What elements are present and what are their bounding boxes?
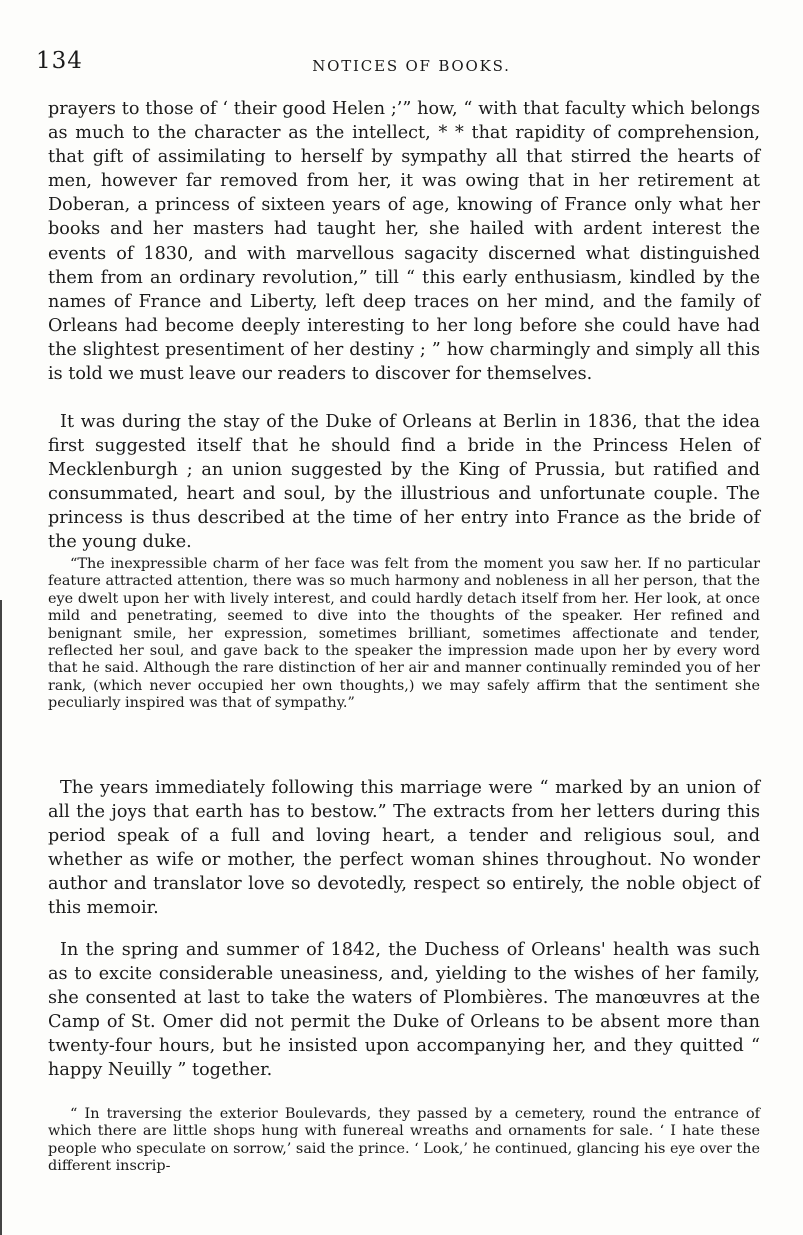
- page-body: [48, 97, 760, 386]
- block-quote-2: “ In traversing the exterior Boulevards, they passed by a cemetery, round the entrance of which there are little shops hung with funereal wreaths and ornaments for sale. ‘ I hate these people who speculate on sorrow,’ said the prince. ‘ Look,’ he continued, glancing his eye over the different inscrip-: [48, 1106, 761, 1175]
- margin-rule: [0, 600, 2, 1235]
- paragraph-2: It was during the stay of the Duke of Orleans at Berlin in 1836, that the idea first suggested itself that he should find a bride in the Princess Helen of Mecklenburgh ; an union suggested by the King of Prussia, but ratified and consummated, heart and soul, by the illustrious and unfortunate couple. The princess is thus described at the time of her entry into France as the bride of the young duke.: [48, 412, 760, 553]
- paragraph-1: prayers to those of ‘ their good Helen ;’” how, “ with that faculty which belongs as much to the character as the intellect, * * that rapidity of comprehension, that gift of assimilating to herself by sympathy all that stirred the hearts of men, however far removed from her, it was owing that in her retirement at Doberan, a princess of sixteen years of age, knowing of France only what her books and her masters had taught her, she hailed with ardent interest the events of 1830, and with marvellous sagacity discerned what distinguished them from an ordinary revolution,” till “ this early enthusiasm, kindled by the names of France and Liberty, left deep traces on her mind, and the family of Orleans had become deeply interesting to her long before she could have had the slightest presentiment of her destiny ; ” how charmingly and simply all this is told we must leave our readers to discover for themselves.: [48, 99, 760, 385]
- running-header: [0, 40, 803, 80]
- page-body-3: [48, 556, 760, 713]
- paragraph-4: In the spring and summer of 1842, the Duchess of Orleans' health was such as to excite considerable uneasiness, and, yielding to the wishes of her family, she consented at last to take the waters of Plombières. The manœuvres at the Camp of St. Omer did not permit the Duke of Orleans to be absent more than twenty-four hours, but he insisted upon accompanying her, and they quitted “ happy Neuilly ” together.: [48, 940, 760, 1081]
- page-body-5: [48, 938, 760, 1083]
- paragraph-3: The years immediately following this marriage were “ marked by an union of all the joys that earth has to bestow.” The extracts from her letters during this period speak of a full and loving heart, a tender and religious soul, and whether as wife or mother, the perfect woman shines throughout. No wonder author and translator love so devotedly, respect so entirely, the noble object of this memoir.: [48, 778, 760, 919]
- page-body-2: [48, 410, 760, 555]
- page-body-4: [48, 776, 760, 921]
- running-title: NOTICES OF BOOKS.: [312, 57, 511, 75]
- page-number: 134: [36, 48, 83, 74]
- block-quote-1: “The inexpressible charm of her face was felt from the moment you saw her. If no particular feature attracted attention, there was so much harmony and nobleness in all her person, that the eye dwelt upon her with lively interest, and could hardly detach itself from her. Her look, at once mild and penetrating, seemed to dive into the thoughts of the speaker. Her refined and benignant smile, her expression, sometimes brilliant, sometimes affectionate and tender, reflected her soul, and gave back to the speaker the impression made upon her by every word that he said. Although the rare distinction of her air and manner continually reminded you of her rank, (which never occupied her own thoughts,) we may safely affirm that the sentiment she peculiarly inspired was that of sympathy.”: [48, 556, 760, 712]
- page-body-6: [48, 1106, 760, 1176]
